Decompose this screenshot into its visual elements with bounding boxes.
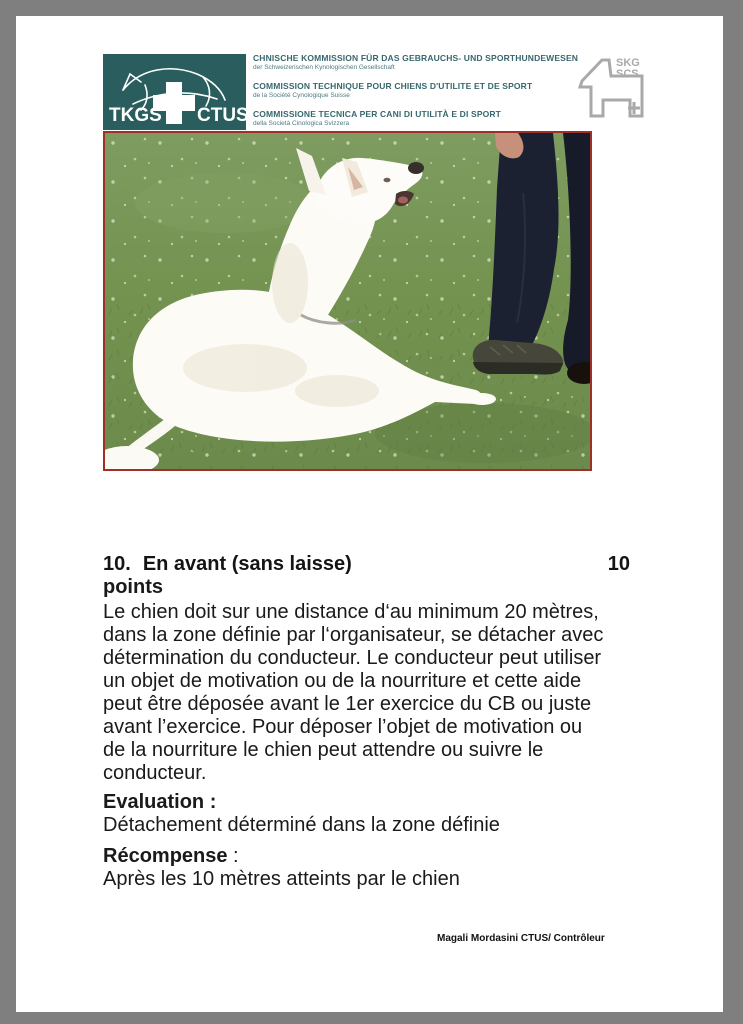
- tkgs-ctus-logo: [103, 54, 246, 130]
- org-subtitle-german: der Schweizerischen Kynologischen Gesellschaft: [253, 64, 395, 71]
- paragraph-line: avant l’exercice. Pour déposer l’objet de motivation ou: [103, 716, 583, 738]
- org-group-french: [253, 81, 583, 100]
- exercise-points-value: 10: [607, 553, 630, 575]
- exercise-heading: [103, 553, 630, 576]
- skg-text-line1: SKG: [616, 57, 640, 69]
- org-title-italian: COMMISSIONE TECNICA PER CANI DI UTILITÀ E DI SPORT: [253, 109, 502, 119]
- exercise-heading-left: [103, 553, 352, 576]
- reward-text: Après les 10 mètres atteints par le chien: [103, 868, 460, 890]
- org-title-french: COMMISSION TECHNIQUE POUR CHIENS D'UTILITE ET DE SPORT: [253, 81, 533, 91]
- paragraph-line: Le chien doit sur une distance d‘au minimum 20 mètres,: [103, 601, 599, 623]
- footer-author: Magali Mordasini CTUS/ Contrôleur: [437, 933, 605, 944]
- header-org-names: [253, 53, 583, 137]
- paragraph-line: détermination du conducteur. Le conducteur peut utiliser: [103, 647, 602, 669]
- evaluation-label: Evaluation :: [103, 791, 217, 813]
- dog-paw: [468, 393, 496, 405]
- exercise-points-word: points: [103, 576, 163, 598]
- exercise-description: [103, 601, 603, 785]
- dog-eye: [384, 178, 391, 183]
- paragraph-line: conducteur.: [103, 762, 207, 784]
- org-subtitle-italian: della Società Cinologica Svizzera: [253, 120, 350, 127]
- reward-label: Récompense: [103, 845, 228, 867]
- logo-text-tkgs: TKGS: [109, 105, 162, 126]
- exercise-title: En avant (sans laisse): [142, 553, 352, 575]
- exercise-number: 10.: [103, 553, 131, 575]
- paragraph-line: dans la zone définie par l‘organisateur, se détacher avec: [103, 624, 604, 646]
- paragraph-line: peut être déposée avant le 1er exercice du CB ou juste: [103, 693, 592, 715]
- reward-colon: :: [227, 845, 239, 867]
- skg-text-line2: SCS: [616, 68, 639, 80]
- leaping-dog-cross-icon: [103, 54, 246, 130]
- org-subtitle-french: de la Société Cynologique Suisse: [253, 92, 350, 99]
- reward-label-row: [103, 845, 239, 868]
- dog-nose: [408, 162, 424, 174]
- skg-scs-logo: [576, 54, 652, 122]
- org-group-german: [253, 53, 583, 72]
- paragraph-line: un objet de motivation ou de la nourriture et cette aide: [103, 670, 582, 692]
- logo-text-ctus: CTUS: [197, 105, 246, 126]
- paragraph-line: de la nourriture le chien peut attendre ou suivre le: [103, 739, 544, 761]
- dog-photo-illustration: [105, 133, 590, 469]
- document-page: [16, 16, 723, 1012]
- evaluation-text: Détachement déterminé dans la zone définie: [103, 814, 500, 836]
- dog-paw: [438, 387, 472, 401]
- org-title-german: CHNISCHE KOMMISSION FÜR DAS GEBRAUCHS- UND SPORTHUNDEWESEN: [253, 53, 579, 63]
- org-group-italian: [253, 109, 583, 128]
- dog-photo: [103, 131, 592, 471]
- skg-dog-outline-icon: [576, 54, 652, 122]
